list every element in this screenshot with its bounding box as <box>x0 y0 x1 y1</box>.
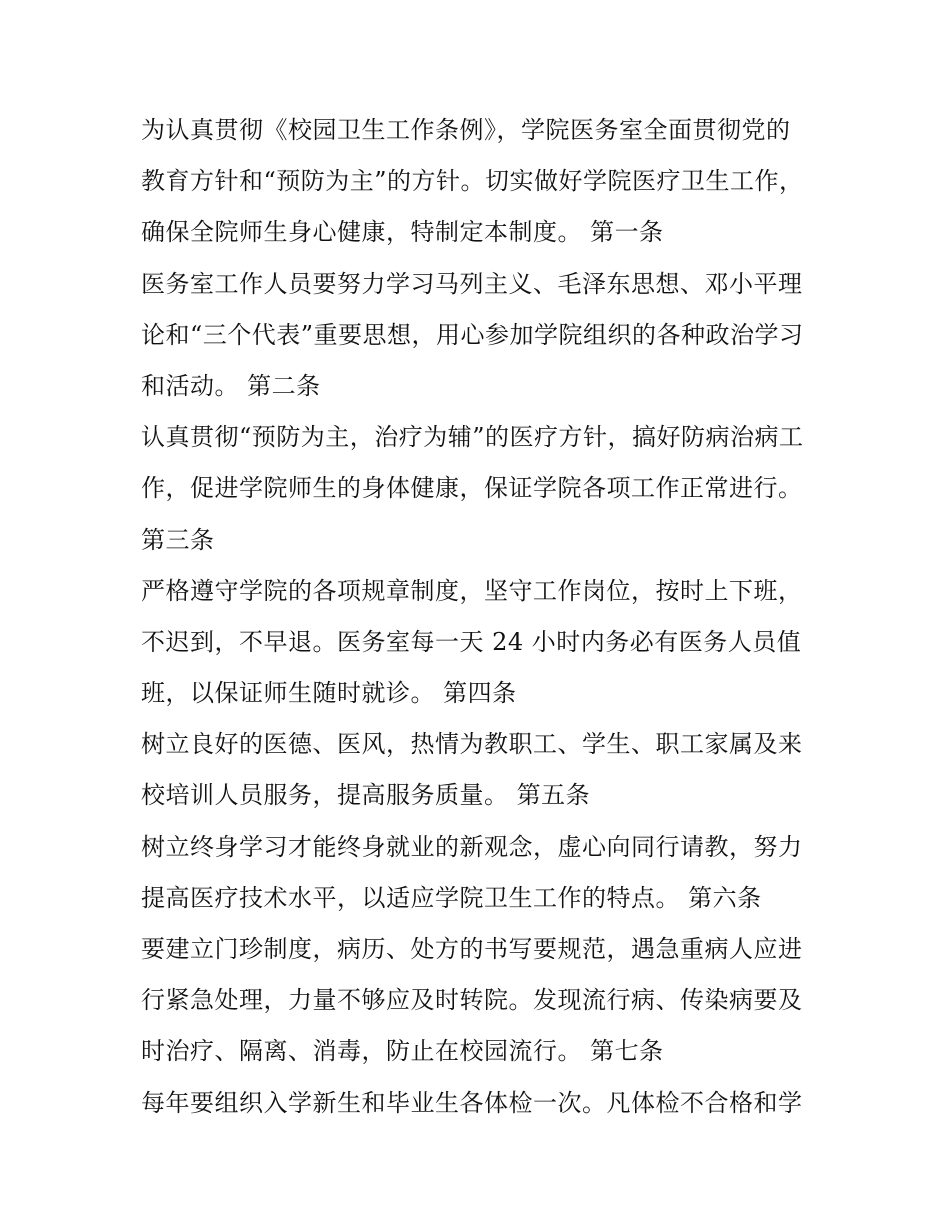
text-line: 不迟到，不早退。医务室每一天 24 小时内务必有医务人员值 <box>141 627 802 656</box>
text-line: 树立终身学习才能终身就业的新观念，虚心向同行请教，努力 <box>141 832 803 861</box>
text-line: 确保全院师生身心健康，特制定本制度。 第一条 <box>141 218 664 247</box>
text-line: 校培训人员服务，提高服务质量。 第五条 <box>141 781 591 810</box>
text-line: 每年要组织入学新生和毕业生各体检一次。凡体检不合格和学 <box>141 1088 803 1117</box>
text-line: 论和“三个代表”重要思想，用心参加学院组织的各种政治学习 <box>141 320 804 349</box>
text-line: 作，促进学院师生的身体健康，保证学院各项工作正常进行。 <box>141 474 803 503</box>
text-line: 行紧急处理，力量不够应及时转院。发现流行病、传染病要及 <box>141 986 803 1015</box>
text-line: 要建立门珍制度，病历、处方的书写要规范，遇急重病人应进 <box>141 935 803 963</box>
text-line: 树立良好的医德、医风，热情为教职工、学生、职工家属及来 <box>141 730 803 759</box>
text-line: 提高医疗技术水平，以适应学院卫生工作的特点。 第六条 <box>141 883 762 912</box>
text-line: 第三条 <box>141 525 215 554</box>
text-line: 认真贯彻“预防为主，治疗为辅”的医疗方针，搞好防病治病工 <box>141 423 804 452</box>
document-body <box>141 105 821 1129</box>
text-line: 为认真贯彻《校园卫生工作条例》，学院医务室全面贯彻党的 <box>141 116 791 144</box>
text-line: 班，以保证师生随时就诊。 第四条 <box>141 679 517 708</box>
text-line: 教育方针和“预防为主”的方针。切实做好学院医疗卫生工作， <box>141 167 804 196</box>
text-line: 和活动。 第二条 <box>141 371 321 400</box>
text-line: 医务室工作人员要努力学习马列主义、毛泽东思想、邓小平理 <box>141 269 803 298</box>
text-line: 严格遵守学院的各项规章制度，坚守工作岗位，按时上下班， <box>141 576 803 605</box>
text-line: 时治疗、隔离、消毒，防止在校园流行。 第七条 <box>141 1037 664 1066</box>
